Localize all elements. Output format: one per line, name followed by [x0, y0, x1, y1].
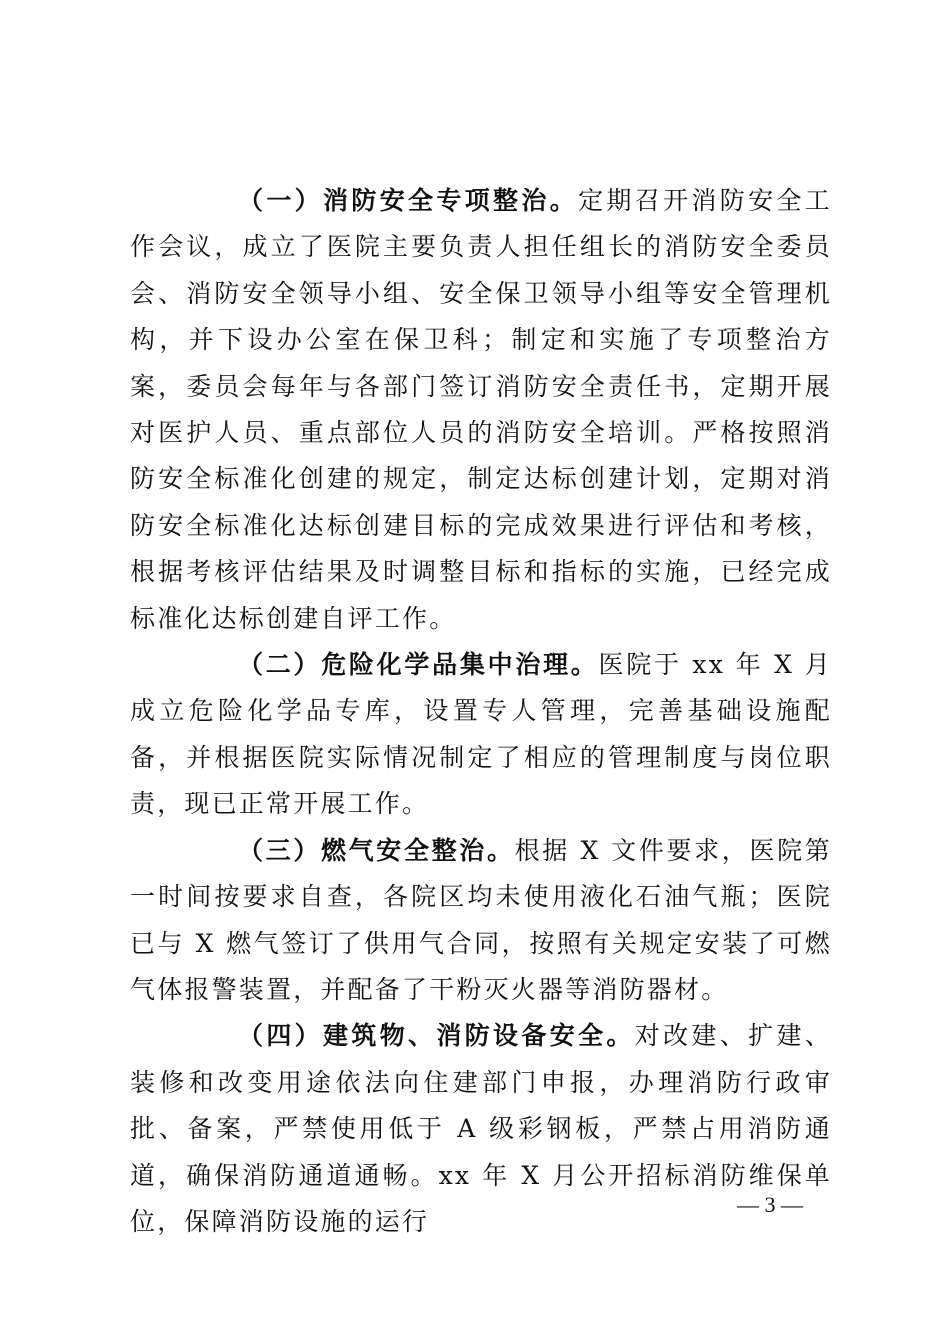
paragraph-gas-safety	[130, 828, 832, 1014]
paragraph-heading: （三）燃气安全整治。	[238, 835, 515, 865]
paragraph-fire-safety	[130, 178, 832, 642]
paragraph-text: 定期召开消防安全工作会议，成立了医院主要负责人担任组长的消防安全委员会、消防安全领导小组、安全保卫领导小组等安全管理机构，并下设办公室在保卫科；制定和实施了专项整治方案，委员会每年与各部门签订消防安全责任书，定期开展对医护人员、重点部位人员的消防安全培训。严格按照消防安全标准化创建的规定，制定达标创建计划，定期对消防安全标准化达标创建目标的完成效果进行评估和考核，根据考核评估结果及时调整目标和指标的实施，已经完成标准化达标创建自评工作。	[130, 186, 832, 633]
paragraph-text: 根据 X 文件要求，医院第一时间按要求自查，各院区均未使用液化石油气瓶；医院已与 X 燃气签订了供用气合同，按照有关规定安装了可燃气体报警装置，并配备了干粉灭火器等消防器材。	[130, 835, 832, 1004]
paragraph-heading: （一）消防安全专项整治。	[238, 186, 579, 215]
paragraph-heading: （四）建筑物、消防设备安全。	[238, 1021, 635, 1051]
page-number: — 3 —	[737, 1192, 803, 1217]
paragraph-heading: （二）危险化学品集中治理。	[238, 650, 599, 680]
paragraph-text: 医院于 xx 年 X 月成立危险化学品专库，设置专人管理，完善基础设施配备，并根据医院实际情况制定了相应的管理制度与岗位职责，现已正常开展工作。	[130, 650, 832, 819]
document-body	[130, 178, 832, 1245]
paragraph-hazardous-chemicals	[130, 642, 832, 828]
paragraph-text: 对改建、扩建、装修和改变用途依法向住建部门申报，办理消防行政审批、备案，严禁使用低于 A 级彩钢板，严禁占用消防通道，确保消防通道通畅。xx 年 X 月公开招标消防维保单位，保障消防设施的运行	[130, 1021, 832, 1236]
